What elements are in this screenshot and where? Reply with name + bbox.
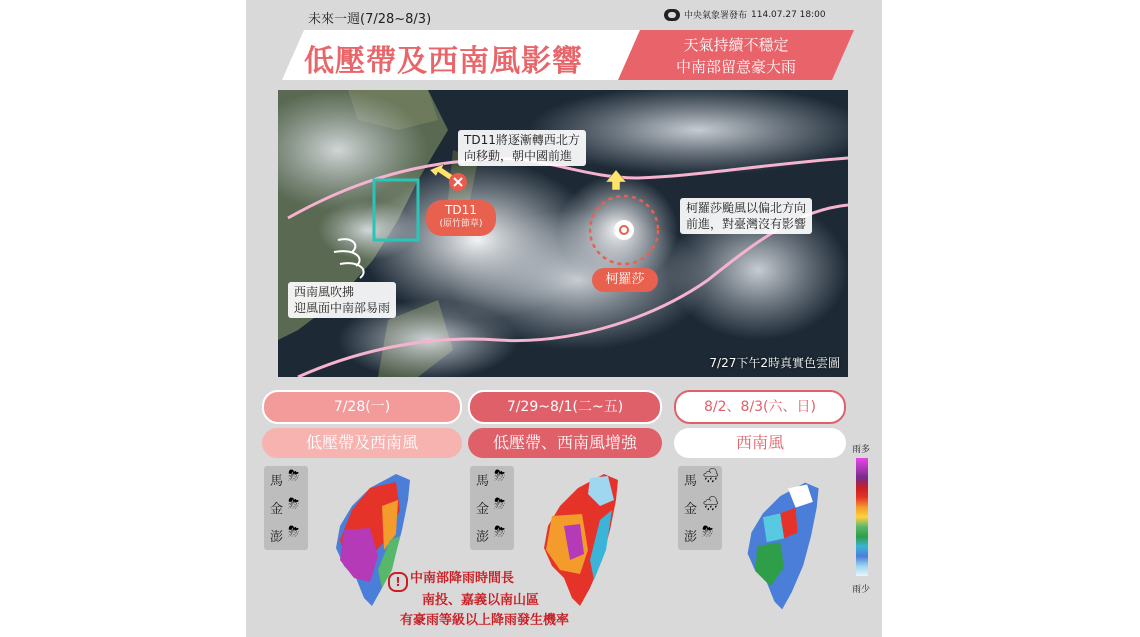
island-ma-1: 馬 xyxy=(270,474,284,489)
thunder-rain-icon: ⛈ xyxy=(288,524,300,540)
period-condition-3: 西南風 xyxy=(674,428,846,458)
thunder-rain-icon: ⛈ xyxy=(288,468,300,484)
islands-box-2 xyxy=(470,466,514,550)
taiwan-rain-map-3 xyxy=(738,478,834,614)
issuer-name: 中央氣象署發布 xyxy=(684,11,748,21)
period-condition-1: 低壓帶及西南風 xyxy=(262,428,462,458)
island-ma-3: 馬 xyxy=(684,474,698,489)
satellite-caption: 7/27下午2時真實色雲圖 xyxy=(709,356,840,370)
issue-date: 114.07.27 18:00 xyxy=(751,9,826,20)
td11-badge xyxy=(426,200,496,236)
island-peng-1: 澎 xyxy=(270,530,284,545)
southwest-wind-note xyxy=(288,282,396,318)
issuer-line xyxy=(664,8,826,21)
thunder-rain-icon: ⛈ xyxy=(288,496,300,512)
td11-label: TD11 xyxy=(445,203,477,217)
period-date-2: 7/29~8/1(二~五) xyxy=(468,390,662,424)
island-jin-2: 金 xyxy=(476,502,490,517)
islands-box-3 xyxy=(678,466,722,550)
thunder-rain-icon: ⛈ xyxy=(494,524,506,540)
warning-icon: ! xyxy=(388,572,408,592)
warning-line-2: 南投、嘉義以南山區 xyxy=(422,593,540,608)
warning-line-1: 中南部降雨時間長 xyxy=(410,571,515,586)
islands-box-1 xyxy=(264,466,308,550)
taiwan-rain-map-2 xyxy=(534,470,634,610)
td11-note xyxy=(458,130,586,166)
island-peng-2: 澎 xyxy=(476,530,490,545)
subtitle-line-2: 中南部留意豪大雨 xyxy=(675,58,796,76)
warning-note xyxy=(410,570,514,587)
period-date-1: 7/28(一) xyxy=(262,390,462,424)
island-jin-3: 金 xyxy=(684,502,698,517)
typhoon-label: 柯羅莎 xyxy=(592,268,658,292)
rain-cloud-icon: 🌧 xyxy=(702,496,720,512)
period-condition-2: 低壓帶、西南風增強 xyxy=(468,428,662,458)
forecast-infographic xyxy=(246,0,882,637)
typhoon-note-line-2: 前進，對臺灣沒有影響 xyxy=(686,217,807,231)
thunder-rain-icon: ⛈ xyxy=(702,524,714,540)
page-title: 低壓帶及西南風影響 xyxy=(304,44,583,79)
week-range: 未來一週(7/28~8/3) xyxy=(308,12,432,27)
thunder-rain-icon: ⛈ xyxy=(494,468,506,484)
warning-line-3: 有豪雨等級以上降雨發生機率 xyxy=(400,613,570,628)
taiwan-rain-map-1 xyxy=(326,470,426,610)
td11-sub: (原竹節草) xyxy=(439,219,483,229)
sw-note-line-1: 西南風吹拂 xyxy=(294,285,355,299)
typhoon-note xyxy=(680,198,812,234)
typhoon-note-line-1: 柯羅莎颱風以偏北方向 xyxy=(686,201,807,215)
td11-note-line-2: 向移動，朝中國前進 xyxy=(464,149,573,163)
legend-top-label: 雨多 xyxy=(852,445,871,455)
island-jin-1: 金 xyxy=(270,502,284,517)
sw-note-line-2: 迎風面中南部易雨 xyxy=(294,301,391,315)
satellite-image xyxy=(278,90,848,377)
rain-legend-bar xyxy=(856,458,868,576)
island-ma-2: 馬 xyxy=(476,474,490,489)
island-peng-3: 澎 xyxy=(684,530,698,545)
legend-bottom-label: 雨少 xyxy=(852,585,871,595)
period-date-3: 8/2、8/3(六、日) xyxy=(674,390,846,424)
subtitle-line-1: 天氣持續不穩定 xyxy=(683,36,789,54)
td11-note-line-1: TD11將逐漸轉西北方 xyxy=(464,133,580,147)
thunder-rain-icon: ⛈ xyxy=(494,496,506,512)
cwa-logo-icon xyxy=(664,9,680,21)
rain-cloud-icon: 🌧 xyxy=(702,468,720,484)
